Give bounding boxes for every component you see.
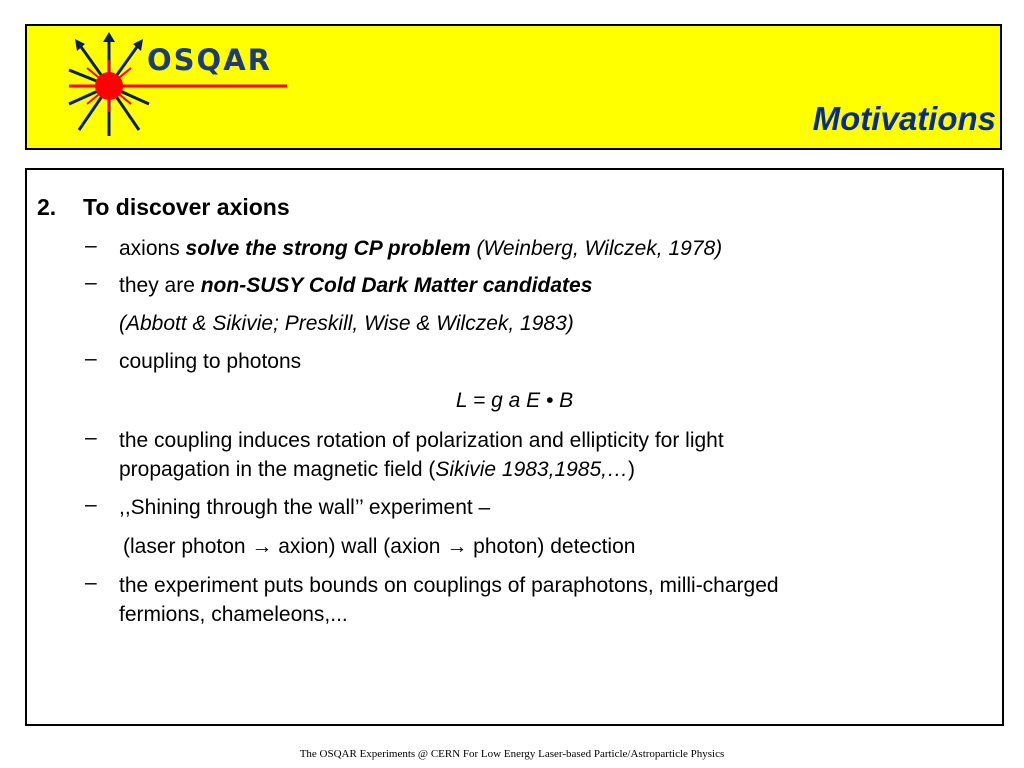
bullet-dash: – [85, 571, 97, 594]
item-text: they are [119, 274, 201, 297]
bullet-dash: – [85, 234, 97, 257]
header-banner [25, 24, 1002, 150]
section-heading [37, 194, 290, 221]
formula: L = g a E • B [455, 389, 574, 412]
footer-text: The OSQAR Experiments @ CERN For Low Energy Laser-based Particle/Astroparticle Physics [299, 748, 725, 760]
heading-number: 2. [37, 194, 57, 220]
item-continuation: (Abbott & Sikivie; Preskill, Wise & Wilczek, 1983) [119, 312, 574, 335]
list-item: ,,Shining through the wall’’ experiment – [119, 496, 491, 519]
item-citation: Sikivie 1983,1985,… [435, 458, 628, 481]
heading-text: To discover axions [83, 194, 290, 220]
item-text: ) [628, 458, 635, 481]
list-item [119, 271, 592, 300]
list-item: the coupling induces rotation of polarization and ellipticity for light [119, 429, 724, 452]
item-emphasis: solve the strong CP problem [185, 237, 471, 260]
content-box [25, 168, 1004, 726]
item-text: axions [119, 237, 186, 260]
bullet-dash: – [85, 493, 97, 516]
item-continuation: (laser photon → axion) wall (axion → photon) detection [123, 535, 636, 558]
list-item-line2: fermions, chameleons,... [119, 603, 348, 626]
list-item: the experiment puts bounds on couplings of paraphotons, milli-charged [119, 574, 779, 597]
bullet-dash: – [85, 347, 97, 370]
bullet-dash: – [85, 426, 97, 449]
slide-title: Motivations [812, 100, 996, 137]
item-text: propagation in the magnetic field ( [119, 458, 436, 481]
list-item-line2 [119, 455, 635, 484]
logo-text: OSQAR [147, 43, 272, 77]
item-citation: (Weinberg, Wilczek, 1978) [470, 237, 723, 260]
item-emphasis: non-SUSY Cold Dark Matter candidates [200, 274, 593, 297]
list-item [119, 234, 722, 263]
list-item: coupling to photons [119, 350, 302, 373]
bullet-dash: – [85, 271, 97, 294]
